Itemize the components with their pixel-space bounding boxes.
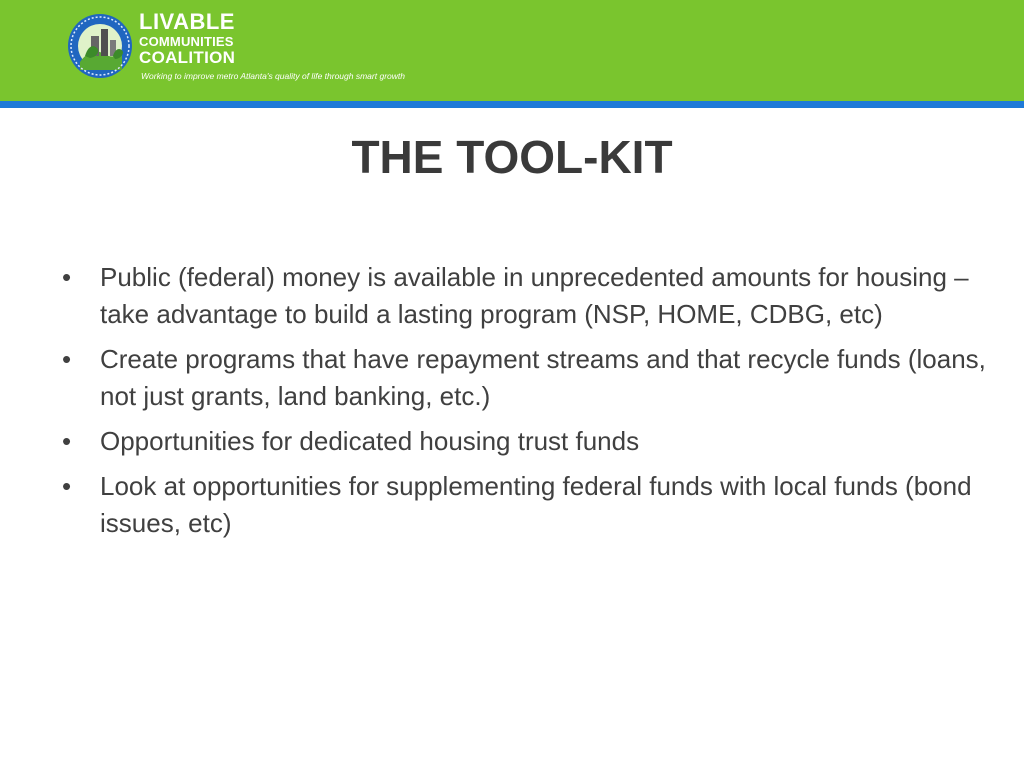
city-badge-icon [66, 12, 134, 80]
brand-wordmark [139, 11, 235, 66]
bullet-dot: • [62, 344, 72, 374]
brand-tagline: Working to improve metro Atlanta's quality of life through smart growth [141, 71, 405, 81]
brand-name-line-3: COALITION [139, 48, 236, 67]
page-title: THE TOOL-KIT [351, 131, 673, 183]
bullet-dot: • [62, 262, 72, 292]
bullet-item [62, 468, 987, 542]
header-divider [0, 101, 1024, 108]
bullet-dot: • [62, 471, 72, 501]
bullet-text: Public (federal) money is available in unprecedented amounts for housing – take advantage to build a lasting program (NSP, HOME, CDBG, etc) [100, 262, 969, 329]
bullet-text: Create programs that have repayment streams and that recycle funds (loans, not just grants, land banking, etc.) [100, 344, 986, 411]
bullet-item [62, 341, 987, 415]
header-band [0, 0, 1024, 101]
bullet-list [62, 259, 987, 550]
bullet-text: Opportunities for dedicated housing trust funds [100, 426, 640, 456]
bullet-item [62, 423, 987, 460]
brand-name-line-1: LIVABLE [139, 9, 235, 34]
bullet-text: Look at opportunities for supplementing federal funds with local funds (bond issues, etc) [100, 471, 972, 538]
bullet-item [62, 259, 987, 333]
brand-name-line-2: COMMUNITIES [139, 34, 234, 49]
bullet-dot: • [62, 426, 72, 456]
